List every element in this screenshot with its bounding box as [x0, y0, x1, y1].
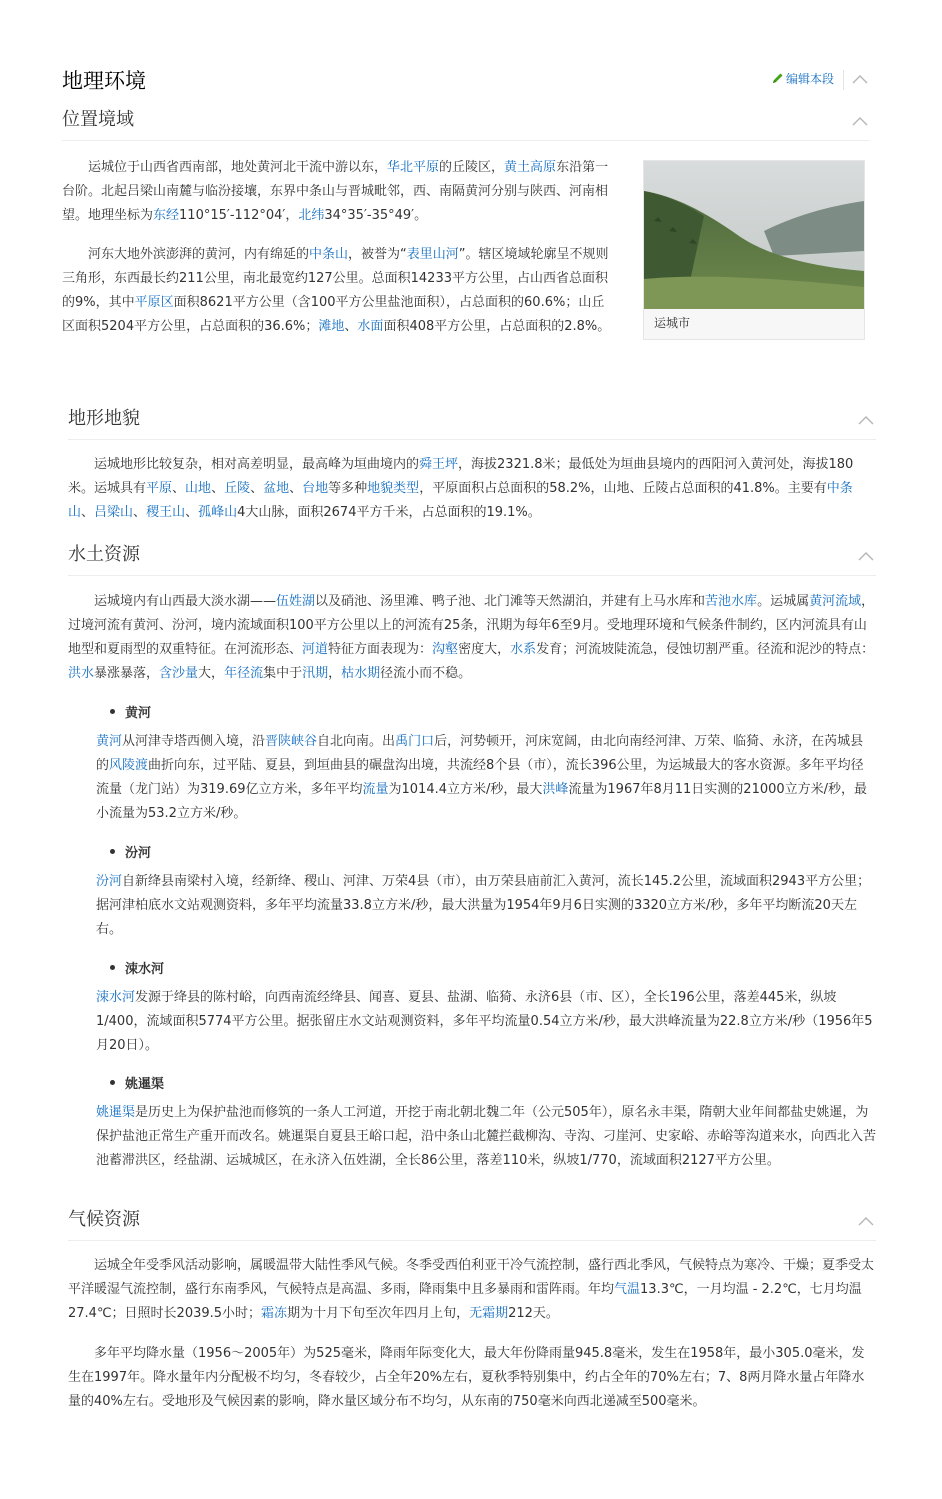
text-run: 212天。	[508, 1306, 559, 1321]
header-divider	[843, 70, 844, 90]
text-run: 发育；河流坡陡流急，侵蚀切割严重。径流和泥沙的特点：	[536, 642, 875, 657]
river-paragraph-yaoxianqu	[96, 1101, 876, 1173]
subsection-location-header	[62, 104, 870, 141]
text-run: ，过境河流有黄河、汾河，境内流域面积100平方公里以上的河流有25条，汛期为每年6至9月。受地理环境和气候条件制约，区内河流具有山地型和夏雨型的双重特征。在河流形态、	[68, 594, 875, 657]
text-run: 曲折向东，过平陆、夏县，到垣曲县的碾盘沟出境，共流经8个县（市），流长396公里，为运城最大的客水资源。多年平均径流量（龙门站）为319.69亿立方米，多年平均	[96, 758, 864, 797]
inline-link[interactable]: 北纬	[298, 208, 325, 223]
inline-link[interactable]: 流量	[362, 782, 389, 797]
inline-link[interactable]: 中条山	[309, 247, 349, 262]
river-name: 汾河	[125, 846, 152, 861]
inline-link[interactable]: 洪水	[68, 666, 95, 681]
text-run: 流量为1967年8月11日实测的21000立方米/秒，最小流量为53.2立方米/秒。	[96, 782, 868, 821]
mountain-photo	[644, 161, 864, 309]
inline-link[interactable]: 汾河	[96, 874, 123, 889]
bullet-dot	[110, 709, 115, 714]
text-run: 运城地形比较复杂，相对高差明显，最高峰为垣曲境内的	[94, 457, 420, 472]
text-run: 、	[250, 481, 264, 496]
text-run: 暴涨暴落，	[94, 666, 160, 681]
river-bullet-fenhe	[110, 842, 151, 866]
text-run: 发源于绛县的陈村峪，向西南流经绛县、闻喜、夏县、盐湖、临猗、永济6县（市、区），全长196公里，落差445米，纵坡1/400，流域面积5774平方公里。据张留庄水文站观测资料，多年平均流量0.54立方米/秒，最大洪峰流量为22.8立方米/秒（1956年5月20日）。	[96, 990, 873, 1053]
bullet-dot	[110, 965, 115, 970]
inline-link[interactable]: 山地	[185, 481, 212, 496]
river-paragraph-sushuihe	[96, 986, 876, 1058]
text-run: 大，	[198, 666, 225, 681]
subsection-location-title: 位置境域	[62, 109, 134, 130]
text-run: 、	[211, 481, 225, 496]
text-run: 34°35′-35°49′。	[324, 208, 428, 223]
text-run: 以及硝池、汤里滩、鸭子池、北门滩等天然湖泊，并建有上马水库和	[315, 594, 706, 609]
river-bullet-yaoxianqu	[110, 1073, 164, 1097]
text-run: 密度大，	[458, 642, 511, 657]
inline-link[interactable]: 丘陵	[224, 481, 251, 496]
edit-section-button[interactable]	[772, 68, 834, 90]
inline-link[interactable]: 水系	[510, 642, 537, 657]
text-run: 、	[344, 319, 358, 334]
text-run: ，平原面积占总面积的58.2%，山地、丘陵占总面积的41.8%。主要有	[419, 481, 827, 496]
subsection-water-header	[68, 539, 876, 576]
text-run: 特征方面表现为：	[328, 642, 433, 657]
inline-link[interactable]: 汛期	[302, 666, 329, 681]
river-name: 涑水河	[125, 962, 165, 977]
river-bullet-sushuihe	[110, 958, 164, 982]
climate-paragraph-2	[68, 1342, 876, 1414]
text-run: ”。辖区境域轮廓呈不规则三角形，东西最长约211公里，南北最宽约127公里。总面积14233平方公里，占山西省总面积的9%，其中	[62, 247, 609, 310]
text-run: ，	[328, 666, 342, 681]
text-run: 自北向南。出	[317, 734, 396, 749]
inline-link[interactable]: 舜王坪	[419, 457, 459, 472]
text-run: ，被誉为“	[348, 247, 407, 262]
section-title: 地理环境	[62, 69, 146, 93]
river-paragraph-fenhe	[96, 870, 876, 942]
inline-link[interactable]: 水面	[357, 319, 384, 334]
river-name: 姚暹渠	[125, 1077, 165, 1092]
collapse-chevron-icon[interactable]	[858, 415, 874, 425]
text-run: 110°15′-112°04′，	[179, 208, 299, 223]
inline-link[interactable]: 滩地	[318, 319, 345, 334]
inline-link[interactable]: 气温	[614, 1282, 641, 1297]
inline-link[interactable]: 禹门口	[395, 734, 435, 749]
text-run: 后，河势顿开，河床宽阔，由北向南经河津、万荣、临猗、永济，在芮城县的	[96, 734, 864, 773]
text-run: 东沿第一台阶。北起吕梁山南麓与临汾接壤，东界中条山与晋城毗邻，西、南隔黄河分别与陕西、河南相望。地理坐标为	[62, 160, 609, 223]
inline-link[interactable]: 洪峰	[542, 782, 569, 797]
inline-link[interactable]: 风陵渡	[109, 758, 149, 773]
inline-link[interactable]: 姚暹渠	[96, 1105, 136, 1120]
river-paragraph-huanghe	[96, 730, 876, 826]
inline-link[interactable]: 稷王山	[146, 505, 186, 520]
collapse-chevron-icon[interactable]	[858, 1216, 874, 1226]
subsection-terrain-header	[68, 403, 876, 440]
inline-link[interactable]: 中条山	[68, 481, 853, 520]
bullet-dot	[110, 1080, 115, 1085]
text-run: 面积408平方公里，占总面积的2.8%。	[383, 319, 611, 334]
inline-link[interactable]: 孤峰山	[198, 505, 238, 520]
text-run: 为1014.4立方米/秒，最大	[388, 782, 543, 797]
image-caption: 运城市	[654, 316, 691, 330]
inline-link[interactable]: 吕梁山	[94, 505, 134, 520]
water-paragraph-1	[68, 590, 876, 686]
inline-link[interactable]: 华北平原	[387, 160, 440, 175]
inline-link[interactable]: 伍姓湖	[276, 594, 316, 609]
location-paragraph-2	[62, 243, 616, 339]
text-run: 、	[133, 505, 147, 520]
city-image-figure[interactable]	[643, 160, 865, 340]
bullet-dot	[110, 849, 115, 854]
text-run: 集中于	[263, 666, 303, 681]
text-run: 面积8621平方公里（含100平方公里盐池面积），占总面积的60.6%；山丘区面积5204平方公里，占总面积的36.6%；	[62, 295, 605, 334]
subsection-climate-header	[68, 1204, 876, 1241]
terrain-paragraph-1	[68, 453, 876, 525]
inline-link[interactable]: 晋陕峡谷	[265, 734, 318, 749]
section-header	[62, 64, 870, 98]
inline-link[interactable]: 东经	[153, 208, 180, 223]
inline-link[interactable]: 黄河	[96, 734, 123, 749]
text-run: 等多种	[328, 481, 368, 496]
climate-paragraph-1	[68, 1254, 876, 1326]
text-run: 河东大地外滨澎湃的黄河，内有绵延的	[88, 247, 310, 262]
text-run: 从河津寺塔西侧入境，沿	[122, 734, 266, 749]
text-run: 的丘陵区，	[439, 160, 505, 175]
text-run: 、	[289, 481, 303, 496]
river-name: 黄河	[125, 706, 152, 721]
inline-link[interactable]: 黄河流域	[809, 594, 862, 609]
inline-link[interactable]: 盆地	[263, 481, 290, 496]
collapse-chevron-icon[interactable]	[852, 116, 868, 126]
text-run: 、	[81, 505, 95, 520]
inline-link[interactable]: 表里山河	[406, 247, 459, 262]
inline-link[interactable]: 河道	[302, 642, 329, 657]
text-run: ，海拔2321.8米；最低处为垣曲县境内的西阳河入黄河处，海拔180米。运城具有	[68, 457, 854, 496]
inline-link[interactable]: 平原区	[134, 295, 174, 310]
inline-link[interactable]: 含沙量	[159, 666, 199, 681]
inline-link[interactable]: 地貌类型	[367, 481, 420, 496]
collapse-chevron-icon[interactable]	[858, 551, 874, 561]
inline-link[interactable]: 年径流	[224, 666, 264, 681]
inline-link[interactable]: 台地	[302, 481, 329, 496]
text-run: 自新绛县南梁村入境，经新绛、稷山、河津、万荣4县（市），由万荣县庙前汇入黄河，流长145.2公里，流域面积2943平方公里；据河津柏底水文站观测资料，多年平均流量33.8立方米/秒，最大洪量为1954年9月6日实测的3320立方米/秒，多年平均断流20天左右。	[96, 874, 871, 937]
text-run: 。运城属	[757, 594, 810, 609]
text-run: 、	[185, 505, 199, 520]
text-run: 、	[172, 481, 186, 496]
text-run: 期为十月下旬至次年四月上旬，	[287, 1306, 470, 1321]
inline-link[interactable]: 平原	[146, 481, 173, 496]
location-paragraph-1	[62, 156, 616, 228]
river-bullet-huanghe	[110, 702, 151, 726]
pencil-icon	[772, 72, 784, 84]
text-run: 多年平均降水量（1956～2005年）为525毫米，降雨年际变化大，最大年份降雨量945.8毫米，发生在1958年，最小305.0毫米，发生在1997年。降水量年内分配极不均匀，冬春较少，占全年20%左右，夏秋季特别集中，约占全年的70%左右；7、8两月降水量占年降水量的40%左右。受地形及气候因素的影响，降水量区域分布不均匀，从东南的750毫米向西北递减至500毫米。	[68, 1346, 865, 1409]
collapse-chevron-icon[interactable]	[852, 74, 868, 84]
inline-link[interactable]: 无霜期	[469, 1306, 509, 1321]
edit-section-label: 编辑本段	[785, 72, 834, 86]
text-run: 4大山脉，面积2674平方千米，占总面积的19.1%。	[237, 505, 541, 520]
inline-link[interactable]: 涑水河	[96, 990, 136, 1005]
text-run: 13.3℃，一月均温 - 2.2℃，七月均温27.4℃；日照时长2039.5小时；	[68, 1282, 862, 1321]
text-run: 运城境内有山西最大淡水湖——	[94, 594, 277, 609]
inline-link[interactable]: 枯水期	[341, 666, 381, 681]
text-run: 运城全年受季风活动影响，属暖温带大陆性季风气候。冬季受西伯利亚干冷气流控制，盛行西北季风，气候特点为寒冷、干燥；夏季受太平洋暖湿气流控制，盛行东南季风，气候特点是高温、多雨，降雨集中且多暴雨和雷阵雨。年均	[68, 1258, 875, 1297]
inline-link[interactable]: 沟壑	[432, 642, 459, 657]
inline-link[interactable]: 黄土高原	[504, 160, 557, 175]
text-run: 运城位于山西省西南部，地处黄河北干流中游以东，	[88, 160, 388, 175]
text-run: 是历史上为保护盐池而修筑的一条人工河道，开挖于南北朝北魏二年（公元505年），原名永丰渠，隋朝大业年间都盐史姚暹，为保护盐池正常生产重开而改名。姚暹渠自夏县王峪口起，沿中条山北麓拦截柳沟、寺沟、刁崖河、史家峪、赤峪等沟道来水，向西北入苦池蓄滞洪区，经盐湖、运城城区，在永济入伍姓湖，全长86公里，落差110米，纵坡1/770，流域面积2127平方公里。	[96, 1105, 877, 1168]
inline-link[interactable]: 苦池水库	[705, 594, 758, 609]
inline-link[interactable]: 霜冻	[261, 1306, 288, 1321]
subsection-water-title: 水土资源	[68, 544, 140, 565]
text-run: 径流小而不稳。	[380, 666, 472, 681]
subsection-terrain-title: 地形地貌	[68, 408, 140, 429]
subsection-climate-title: 气候资源	[68, 1209, 140, 1230]
